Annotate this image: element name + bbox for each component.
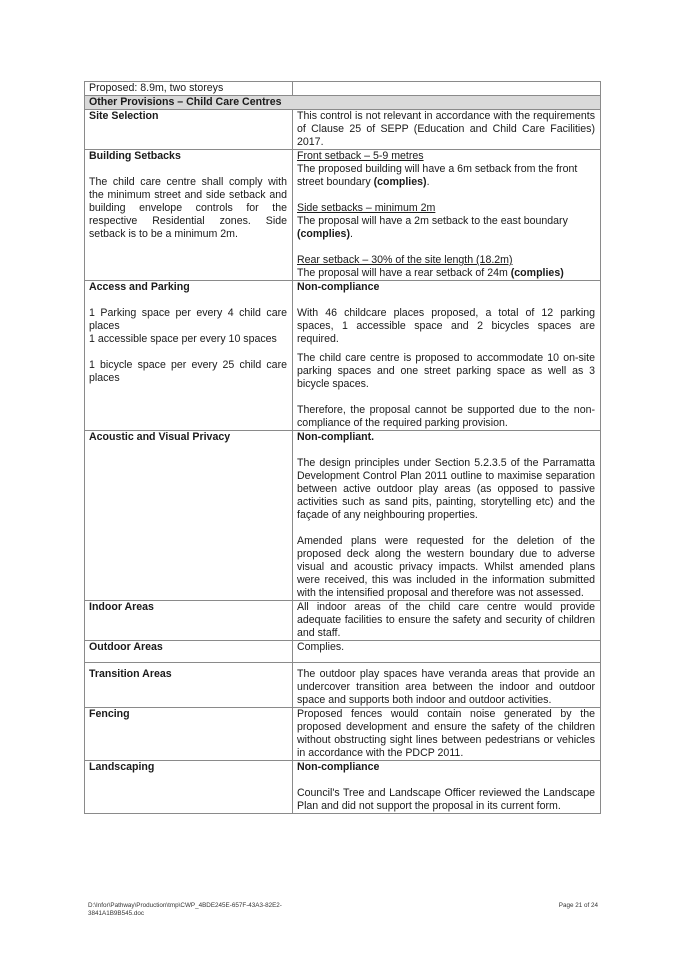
table-row-access-parking [85,281,601,431]
section-header: Other Provisions – Child Care Centres [85,96,601,110]
row-assessment-cell [293,281,601,431]
table-row-site-selection [85,110,601,150]
status-badge: Non-compliance [297,761,380,773]
row-label: Acoustic and Visual Privacy [85,431,293,601]
row-assessment: All indoor areas of the child care centre would provide adequate facilities to ensure the safety and security of children and staff. [293,601,601,641]
file-path-line: 3841A1B9B545.doc [88,910,145,917]
empty-cell [293,82,601,96]
side-setback-heading: Side setbacks – minimum 2m [297,202,436,214]
front-setback-heading: Front setback – 5-9 metres [297,150,424,162]
status-badge: (complies) [373,176,427,188]
row-label: Fencing [85,708,293,761]
row-control-cell [85,150,293,281]
front-setback-text: The proposed building will have a 6m setback from the front street boundary [297,163,578,188]
status-badge: Non-compliance [297,281,380,293]
row-label: Access and Parking [89,281,190,293]
control-text: 1 accessible space per every 10 spaces [89,333,277,345]
row-label: Indoor Areas [85,601,293,641]
assessment-paragraph: The design principles under Section 5.2.3.5 of the Parramatta Development Control Plan 2011 outline to maximise separation between active outdoor play areas (as opposed to passive activities such as sand pits, painting, storytelling etc) and the façade of any neighbouring properties. [297,457,595,521]
table-row [85,82,601,96]
row-label: Landscaping [85,761,293,814]
row-assessment-cell: Front setback – 5-9 metres The proposed building will have a 6m setback from the front street boundary (complies). Side setbacks – minimum 2m The proposal will have a 2m setback to the east boundary (complies). Rear setback – 30% of the site length (18.2m) The proposal will have a rear setback of 24m (complies) [293,150,601,281]
status-badge: (complies) [297,228,350,240]
table-row-indoor-areas [85,601,601,641]
table-row-acoustic-privacy [85,431,601,601]
row-label: Building Setbacks [89,150,181,162]
proposed-height-cell: Proposed: 8.9m, two storeys [85,82,293,96]
control-text: The child care centre shall comply with the minimum street and side setback and building envelope controls for the respective Residential zones. Side setback is to be a minimum 2m. [89,176,287,240]
table-row-landscaping [85,761,601,814]
footer-file-path [88,902,328,918]
status-badge: (complies) [510,267,564,279]
assessment-paragraph: Council's Tree and Landscape Officer reviewed the Landscape Plan and did not support the proposal in its current form. [297,787,595,812]
table-row-building-setbacks [85,150,601,281]
row-assessment: Proposed fences would contain noise generated by the proposed development and ensure the safety of the children without obstructing sight lines between pedestrians or vehicles in accordance with the PDCP 2011. [293,708,601,761]
rear-setback-text: The proposal will have a rear setback of 24m [297,267,508,279]
rear-setback-heading: Rear setback – 30% of the site length (18.2m) [297,254,513,266]
row-assessment: The outdoor play spaces have veranda areas that provide an undercover transition area between the indoor and outdoor space and supports both indoor and outdoor activities. [293,663,601,708]
side-setback-text: The proposal will have a 2m setback to the east boundary [297,215,568,227]
assessment-paragraph: Amended plans were requested for the deletion of the proposed deck along the western boundary due to adverse visual and acoustic privacy impacts. Whilst amended plans were received, this was included in the information submitted with the intensified proposal and therefore was not assessed. [297,535,595,599]
control-text: 1 Parking space per every 4 child care places [89,307,287,332]
row-control-cell [85,281,293,431]
row-assessment-cell [293,761,601,814]
assessment-paragraph: The child care centre is proposed to accommodate 10 on-site parking spaces and one street parking space as well as 3 bicycle spaces. [297,352,595,390]
table-row-fencing [85,708,601,761]
row-label: Outdoor Areas [85,641,293,663]
assessment-text: Complies. [297,641,345,653]
table-row-outdoor-areas [85,641,601,663]
file-path-line: D:\Infor\Pathway\Production\tmp\CWP_4BDE245E-657F-43A3-82E2- [88,902,282,909]
control-text: 1 bicycle space per every 25 child care places [89,359,287,384]
status-badge: Non-compliant. [297,431,375,443]
assessment-paragraph: With 46 childcare places proposed, a total of 12 parking spaces, 1 accessible space and 2 bicycles spaces are required. [297,307,595,345]
row-assessment [293,641,601,663]
row-label: Site Selection [85,110,293,150]
row-assessment: This control is not relevant in accordance with the requirements of Clause 25 of SEPP (Education and Child Care Facilities) 2017. [293,110,601,150]
row-assessment-cell [293,431,601,601]
compliance-table [84,81,601,814]
table-row-transition-areas [85,663,601,708]
assessment-paragraph: Therefore, the proposal cannot be supported due to the non-compliance of the required parking provision. [297,404,595,429]
row-label: Transition Areas [85,663,293,708]
page-number: Page 21 of 24 [558,902,598,909]
section-header-row [85,96,601,110]
